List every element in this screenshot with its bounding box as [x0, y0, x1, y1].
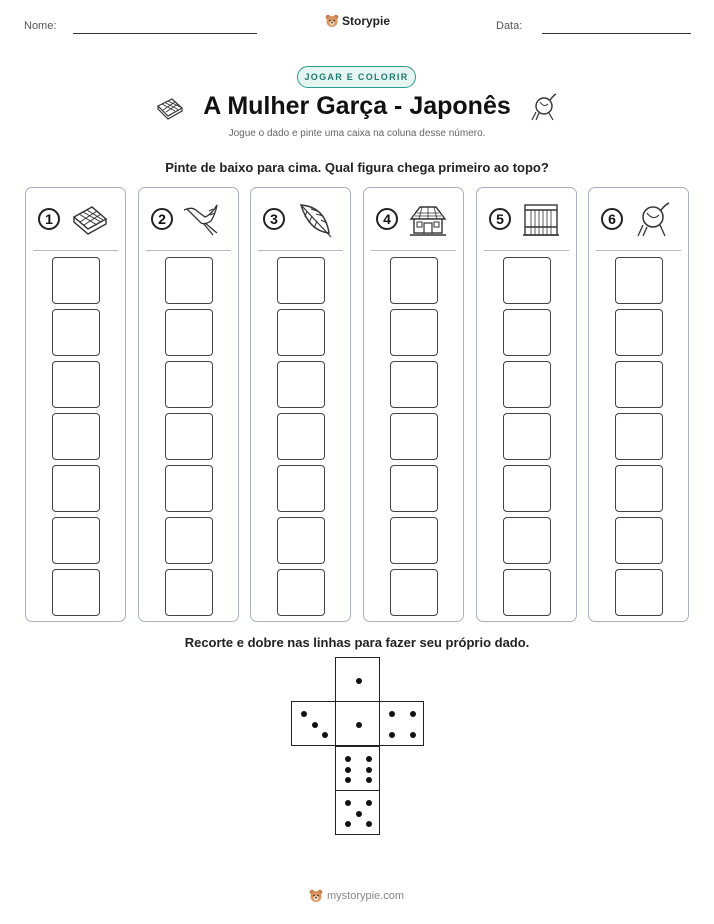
- die-pip: [366, 756, 372, 762]
- column-number: 3: [263, 208, 285, 230]
- color-box[interactable]: [277, 569, 325, 616]
- color-box[interactable]: [615, 465, 663, 512]
- feather-icon: [295, 201, 335, 239]
- die-pip: [345, 756, 351, 762]
- date-line[interactable]: [542, 33, 691, 34]
- color-box[interactable]: [390, 361, 438, 408]
- snare-trap-icon: [530, 92, 558, 122]
- thatched-house-icon: [408, 201, 448, 239]
- column-number: 2: [151, 208, 173, 230]
- column-3: [250, 187, 351, 622]
- color-box[interactable]: [390, 465, 438, 512]
- color-box[interactable]: [165, 517, 213, 564]
- footer-url[interactable]: mystorypie.com: [327, 890, 405, 902]
- die-pip: [366, 777, 372, 783]
- column-divider: [371, 250, 456, 251]
- column-number: 6: [601, 208, 623, 230]
- die-face-1: [335, 657, 380, 702]
- brand-name: Storypie: [342, 14, 391, 28]
- brand-logo: [325, 14, 390, 28]
- die-pip: [356, 722, 362, 728]
- date-label: Data:: [496, 20, 523, 32]
- color-box[interactable]: [615, 569, 663, 616]
- column-6: [588, 187, 689, 622]
- color-box[interactable]: [277, 413, 325, 460]
- color-box[interactable]: [277, 309, 325, 356]
- loom-icon: [521, 201, 561, 239]
- color-box[interactable]: [615, 517, 663, 564]
- color-box[interactable]: [52, 517, 100, 564]
- color-box[interactable]: [277, 257, 325, 304]
- activity-badge: JOGAR E COLORIR: [297, 66, 416, 88]
- snare-trap-icon: [633, 201, 673, 239]
- color-box[interactable]: [503, 413, 551, 460]
- die-face-5: [335, 790, 380, 835]
- die-pip: [366, 800, 372, 806]
- die-pip: [356, 678, 362, 684]
- column-divider: [146, 250, 231, 251]
- column-divider: [258, 250, 343, 251]
- column-number: 5: [489, 208, 511, 230]
- color-box[interactable]: [52, 361, 100, 408]
- color-box[interactable]: [615, 361, 663, 408]
- column-2: [138, 187, 239, 622]
- die-face-6: [335, 746, 380, 791]
- color-box[interactable]: [615, 257, 663, 304]
- die-face-3: [291, 701, 336, 746]
- color-box[interactable]: [503, 257, 551, 304]
- color-box[interactable]: [165, 257, 213, 304]
- die-pip: [410, 732, 416, 738]
- column-number: 4: [376, 208, 398, 230]
- color-box[interactable]: [52, 465, 100, 512]
- color-box[interactable]: [390, 517, 438, 564]
- bear-logo-icon: [309, 889, 323, 903]
- color-box[interactable]: [390, 257, 438, 304]
- column-number: 1: [38, 208, 60, 230]
- color-box[interactable]: [52, 413, 100, 460]
- cut-instruction: Recorte e dobre nas linhas para fazer seu próprio dado.: [184, 635, 530, 650]
- color-box[interactable]: [615, 413, 663, 460]
- die-pip: [345, 800, 351, 806]
- die-pip: [389, 711, 395, 717]
- color-box[interactable]: [277, 517, 325, 564]
- page-title: A Mulher Garça - Japonês: [203, 92, 511, 120]
- color-box[interactable]: [277, 465, 325, 512]
- die-pip: [345, 777, 351, 783]
- color-box[interactable]: [52, 257, 100, 304]
- die-pip: [356, 811, 362, 817]
- color-box[interactable]: [165, 361, 213, 408]
- name-line[interactable]: [73, 33, 257, 34]
- footer: [309, 889, 404, 903]
- color-box[interactable]: [390, 309, 438, 356]
- color-box[interactable]: [615, 309, 663, 356]
- die-pip: [366, 767, 372, 773]
- column-1: [25, 187, 126, 622]
- die-face-1: [335, 701, 380, 746]
- color-box[interactable]: [165, 465, 213, 512]
- die-pip: [410, 711, 416, 717]
- die-pip: [345, 767, 351, 773]
- bear-logo-icon: [325, 14, 339, 28]
- color-box[interactable]: [165, 569, 213, 616]
- name-label: Nome:: [24, 20, 57, 32]
- column-divider: [33, 250, 118, 251]
- color-box[interactable]: [503, 517, 551, 564]
- die-pip: [345, 821, 351, 827]
- folded-blanket-icon: [70, 201, 110, 239]
- color-box[interactable]: [390, 569, 438, 616]
- color-box[interactable]: [503, 361, 551, 408]
- die-pip: [366, 821, 372, 827]
- crane-bird-icon: [183, 201, 223, 239]
- column-4: [363, 187, 464, 622]
- game-instruction: Pinte de baixo para cima. Qual figura chega primeiro ao topo?: [165, 160, 549, 175]
- die-pip: [389, 732, 395, 738]
- die-pip: [322, 732, 328, 738]
- column-divider: [596, 250, 681, 251]
- color-box[interactable]: [277, 361, 325, 408]
- color-box[interactable]: [503, 465, 551, 512]
- die-pip: [312, 722, 318, 728]
- color-box[interactable]: [165, 413, 213, 460]
- page-subtitle: Jogue o dado e pinte uma caixa na coluna desse número.: [228, 128, 486, 139]
- column-5: [476, 187, 577, 622]
- die-pip: [301, 711, 307, 717]
- color-box[interactable]: [165, 309, 213, 356]
- color-box[interactable]: [52, 569, 100, 616]
- column-divider: [484, 250, 569, 251]
- color-box[interactable]: [503, 569, 551, 616]
- color-box[interactable]: [503, 309, 551, 356]
- die-face-4: [379, 701, 424, 746]
- color-box[interactable]: [390, 413, 438, 460]
- color-box[interactable]: [52, 309, 100, 356]
